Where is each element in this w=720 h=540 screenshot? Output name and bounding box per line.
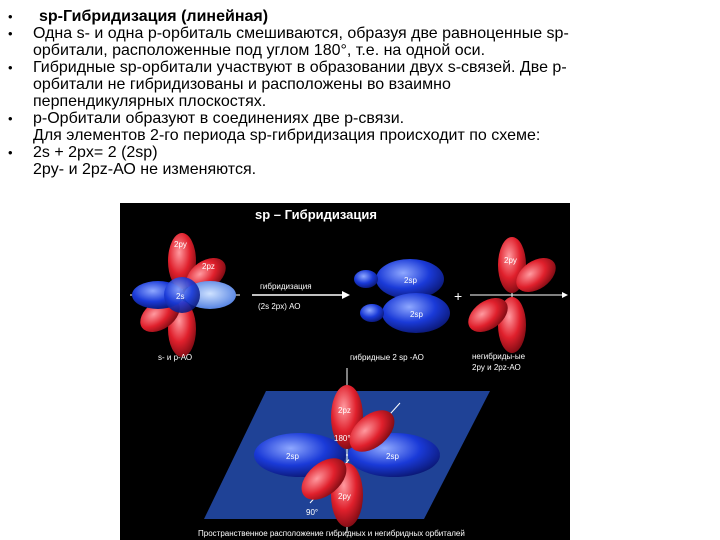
label-2py-bottom: 2py bbox=[338, 492, 351, 501]
figure-title: sp – Гибридизация bbox=[255, 207, 377, 222]
caption-s-p-ao: s- и p-АО bbox=[158, 353, 193, 362]
hybrid-sp-orbitals bbox=[350, 259, 450, 362]
bullet-marker: • bbox=[8, 26, 13, 41]
label-2sp-lower: 2sp bbox=[410, 310, 423, 319]
label-2sp-bottom-right: 2sp bbox=[386, 452, 399, 461]
caption-hybrid-2sp: гибридные 2 sp -АО bbox=[350, 353, 424, 362]
caption-nonhybrid-2: 2py и 2pz-АО bbox=[472, 363, 521, 372]
bullet-item bbox=[0, 25, 653, 59]
bullet-item bbox=[0, 110, 653, 144]
angle-180-label: 180° bbox=[334, 434, 351, 443]
label-2pz: 2pz bbox=[202, 262, 215, 271]
angle-90-label: 90° bbox=[306, 508, 319, 517]
bullet-marker: • bbox=[8, 145, 13, 160]
bullet-text: p-Орбитали образуют в соединениях две p-связи. bbox=[33, 110, 405, 127]
hybridization-diagram bbox=[120, 203, 570, 540]
label-2py: 2py bbox=[174, 240, 187, 249]
hybridization-figure bbox=[120, 203, 570, 540]
label-2s: 2s bbox=[176, 292, 185, 301]
spatial-arrangement bbox=[204, 368, 490, 533]
bullet-text: Одна s- и одна p-орбиталь смешиваются, образуя две равноценные sp- bbox=[33, 25, 569, 42]
bullet-text: Для элементов 2-го периода sp-гибридизация происходит по схеме: bbox=[33, 127, 541, 144]
bullet-marker: • bbox=[8, 9, 13, 24]
bullet-marker: • bbox=[8, 60, 13, 75]
caption-nonhybrid-1: негибриды-ые bbox=[472, 352, 526, 361]
bullet-item bbox=[0, 8, 653, 25]
bullet-text: Гибридные sp-орбитали участвуют в образовании двух s-связей. Две p- bbox=[33, 59, 567, 76]
sp-orbital-lower-small bbox=[360, 304, 384, 322]
bottom-caption: Пространственное расположение гибридных и негибридных орбиталей bbox=[198, 529, 465, 538]
hybridization-arrow bbox=[252, 282, 350, 311]
bullet-text: 2py- и 2pz-АО не изменяются. bbox=[33, 161, 257, 178]
bullet-list bbox=[0, 8, 720, 178]
label-2sp-upper: 2sp bbox=[404, 276, 417, 285]
s-and-p-orbitals bbox=[130, 233, 240, 362]
arrow-label-bottom: (2s 2px) АО bbox=[258, 302, 301, 311]
label-2pz-bottom: 2pz bbox=[338, 406, 351, 415]
bullet-text: sp-Гибридизация (линейная) bbox=[39, 8, 269, 25]
non-hybrid-p-orbitals bbox=[462, 237, 568, 372]
bullet-text: орбитали не гибридизованы и расположены во взаимно bbox=[33, 76, 451, 93]
arrow-label-top: гибридизация bbox=[260, 282, 312, 291]
plus-sign: + bbox=[454, 288, 463, 304]
sp-orbital-upper-small bbox=[354, 270, 378, 288]
bullet-item bbox=[0, 144, 653, 178]
bullet-item bbox=[0, 59, 653, 110]
bullet-text: 2s + 2px= 2 (2sp) bbox=[33, 144, 158, 161]
bullet-text: перпендикулярных плоскостях. bbox=[33, 93, 267, 110]
label-2py-right: 2py bbox=[504, 256, 517, 265]
bullet-marker: • bbox=[8, 111, 13, 126]
label-2sp-bottom-left: 2sp bbox=[286, 452, 299, 461]
bullet-text: орбитали, расположенные под углом 180°, т.е. на одной оси. bbox=[33, 42, 486, 59]
